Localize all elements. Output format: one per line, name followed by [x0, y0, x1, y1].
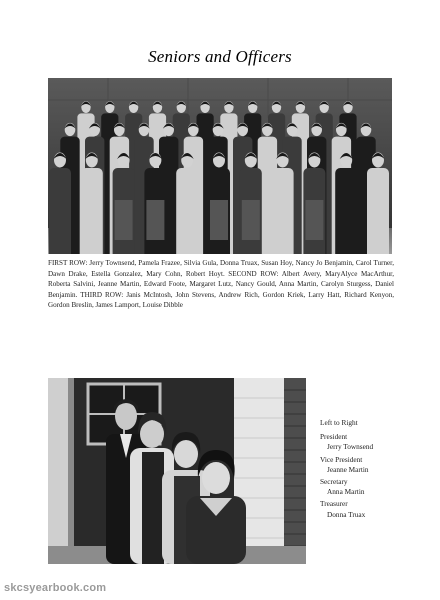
officers-photo [48, 378, 306, 564]
officer-name-treasurer: Donna Truax [327, 509, 366, 519]
officer-role-vice-president: Vice President [320, 454, 363, 464]
officers-lead: Left to Right [320, 418, 358, 427]
officer-role-secretary: Secretary [320, 477, 348, 487]
group-photo [48, 78, 392, 254]
officer-role-treasurer: Treasurer [320, 499, 348, 509]
officer-name-secretary: Anna Martin [327, 487, 365, 497]
group-photo-image [48, 78, 392, 254]
officers-photo-image [48, 378, 306, 564]
officer-name-president: Jerry Townsend [327, 442, 374, 452]
page-title: Seniors and Officers [148, 47, 292, 66]
site-watermark: skcsyearbook.com [4, 582, 107, 594]
officer-name-vice-president: Jeanne Martin [327, 464, 369, 474]
officers-list [320, 418, 430, 522]
officer-role-president: President [320, 432, 348, 442]
group-photo-caption: FIRST ROW: Jerry Townsend, Pamela Frazee, Silvia Gula, Donna Truax, Susan Hoy, Nancy Jo Benjamin, Carol Turner, Dawn Drake, Estella Gonzalez, Mary Cohn, Robert Hoyt. SECOND ROW: Albert Avery, MaryAlyce MacArthur, Roberta Salvini, Jeanne Martin, Edward Foote, Margaret Lutz, Nancy Gould, Anna Martin, Carolyn Sturgess, Daniel Benjamin. THIRD ROW: Janis McIntosh, John Stevens, Andrew Rich, Gordon Kriek, Larry Hatt, Richard Kenyon, Gordon Breslin, James Lamport, Louise Dibble [48, 259, 394, 310]
